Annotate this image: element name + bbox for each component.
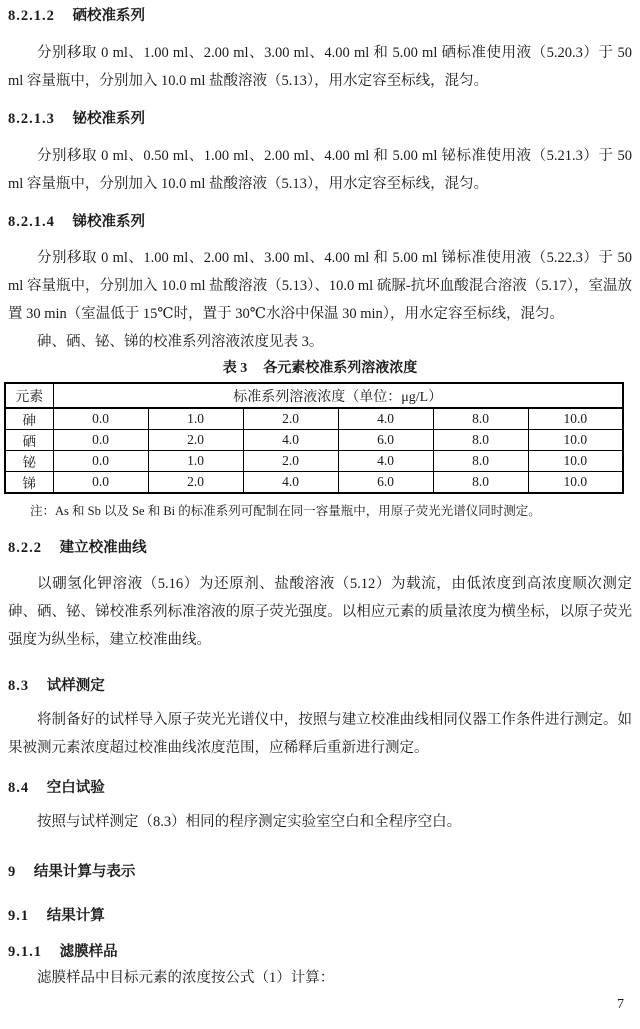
section-title: 试样测定 — [46, 678, 105, 694]
section-heading-8212 — [8, 6, 632, 26]
paragraph-curve: 以硼氢化钾溶液（5.16）为还原剂、盐酸溶液（5.12）为载流，由低浓度到高浓度顺次测定砷、硒、铋、锑校准系列标准溶液的原子荧光强度。以相应元素的质量浓度为横坐标，以原子荧光强度为纵坐标，建立校准曲线。 — [8, 576, 632, 648]
paragraph-sample: 将制备好的试样导入原子荧光光谱仪中，按照与建立校准曲线相同仪器工作条件进行测定。如果被测元素浓度超过校准曲线浓度范围，应稀释后重新进行测定。 — [8, 712, 632, 756]
section-heading-91 — [8, 906, 632, 926]
cell-value: 10.0 — [528, 430, 623, 451]
section-heading-83 — [8, 676, 632, 696]
section-title: 硒校准系列 — [72, 8, 145, 24]
paragraph-bi: 分别移取 0 ml、0.50 ml、1.00 ml、2.00 ml、4.00 ml 和 5.00 ml 铋标准使用液（5.21.3）于 50 ml 容量瓶中，分别加入 10.0 ml 盐酸溶液（5.13），用水定容至标线，混匀。 — [8, 148, 632, 192]
section-number: 9 — [8, 864, 17, 880]
section-heading-8213 — [8, 109, 632, 129]
table-caption — [8, 360, 632, 378]
table-note: 注：As 和 Sb 以及 Se 和 Bi 的标准系列可配制在同一容量瓶中，用原子荧光光谱仪同时测定。 — [30, 504, 541, 518]
paragraph-sb: 分别移取 0 ml、1.00 ml、2.00 ml、3.00 ml、4.00 ml 和 5.00 ml 锑标准使用液（5.22.3）于 50 ml 容量瓶中，分别加入 10.0 ml 盐酸溶液（5.13）、10.0 ml 硫脲-抗坏血酸混合溶液（5.17），室温放置 30 min（室温低于 15℃时，置于 30℃水浴中保温 30 min），用水定容至标线，混匀。 — [8, 250, 632, 322]
cell-element: 锑 — [5, 472, 53, 494]
chapter-heading-9 — [8, 862, 632, 882]
section-heading-911 — [8, 942, 632, 962]
paragraph-see-table: 砷、硒、铋、锑的校准系列溶液浓度见表 3。 — [37, 334, 324, 350]
cell-element: 砷 — [5, 408, 53, 430]
cell-value: 6.0 — [338, 472, 433, 494]
section-title: 锑校准系列 — [72, 214, 145, 230]
cell-element: 铋 — [5, 451, 53, 472]
header-cell-series: 标准系列溶液浓度（单位：μg/L） — [53, 383, 623, 408]
cell-value: 8.0 — [433, 408, 528, 430]
paragraph-filter-sample: 滤膜样品中目标元素的浓度按公式（1）计算： — [37, 970, 335, 986]
section-number: 8.2.2 — [8, 540, 42, 556]
cell-value: 8.0 — [433, 472, 528, 494]
table-3-calibration-concentrations — [4, 382, 624, 494]
cell-value: 1.0 — [148, 451, 243, 472]
cell-value: 2.0 — [243, 408, 338, 430]
section-title: 滤膜样品 — [59, 944, 118, 960]
section-heading-84 — [8, 778, 632, 798]
cell-value: 8.0 — [433, 430, 528, 451]
cell-value: 0.0 — [53, 451, 148, 472]
cell-value: 4.0 — [243, 472, 338, 494]
table-row — [5, 408, 623, 430]
page-number: 7 — [617, 997, 624, 1012]
table-caption-title: 各元素校准系列溶液浓度 — [263, 361, 418, 376]
paragraph-se: 分别移取 0 ml、1.00 ml、2.00 ml、3.00 ml、4.00 ml 和 5.00 ml 硒标准使用液（5.20.3）于 50 ml 容量瓶中，分别加入 10.0 ml 盐酸溶液（5.13），用水定容至标线，混匀。 — [8, 45, 632, 89]
table-row — [5, 472, 623, 494]
table-caption-label: 表 3 — [222, 361, 248, 376]
cell-value: 8.0 — [433, 451, 528, 472]
section-title: 建立校准曲线 — [59, 540, 147, 556]
cell-value: 2.0 — [148, 430, 243, 451]
section-number: 8.2.1.2 — [8, 8, 55, 24]
section-title: 铋校准系列 — [72, 111, 145, 127]
section-number: 8.2.1.4 — [8, 214, 55, 230]
cell-value: 2.0 — [148, 472, 243, 494]
section-number: 9.1.1 — [8, 944, 42, 960]
section-title: 空白试验 — [46, 780, 105, 796]
cell-value: 10.0 — [528, 451, 623, 472]
section-title: 结果计算与表示 — [33, 864, 136, 880]
section-number: 9.1 — [8, 908, 30, 924]
cell-value: 4.0 — [338, 451, 433, 472]
cell-element: 硒 — [5, 430, 53, 451]
table-row — [5, 451, 623, 472]
section-number: 8.2.1.3 — [8, 111, 55, 127]
section-title: 结果计算 — [46, 908, 105, 924]
cell-value: 4.0 — [243, 430, 338, 451]
section-number: 8.4 — [8, 780, 30, 796]
cell-value: 10.0 — [528, 472, 623, 494]
cell-value: 0.0 — [53, 430, 148, 451]
paragraph-blank: 按照与试样测定（8.3）相同的程序测定实验室空白和全程序空白。 — [37, 814, 462, 830]
cell-value: 2.0 — [243, 451, 338, 472]
cell-value: 1.0 — [148, 408, 243, 430]
cell-value: 4.0 — [338, 408, 433, 430]
cell-value: 0.0 — [53, 472, 148, 494]
cell-value: 10.0 — [528, 408, 623, 430]
section-heading-8214 — [8, 212, 632, 232]
cell-value: 6.0 — [338, 430, 433, 451]
header-cell-element: 元素 — [5, 383, 53, 408]
table-header-row — [5, 383, 623, 408]
section-number: 8.3 — [8, 678, 30, 694]
cell-value: 0.0 — [53, 408, 148, 430]
section-heading-822 — [8, 538, 632, 558]
table-row — [5, 430, 623, 451]
